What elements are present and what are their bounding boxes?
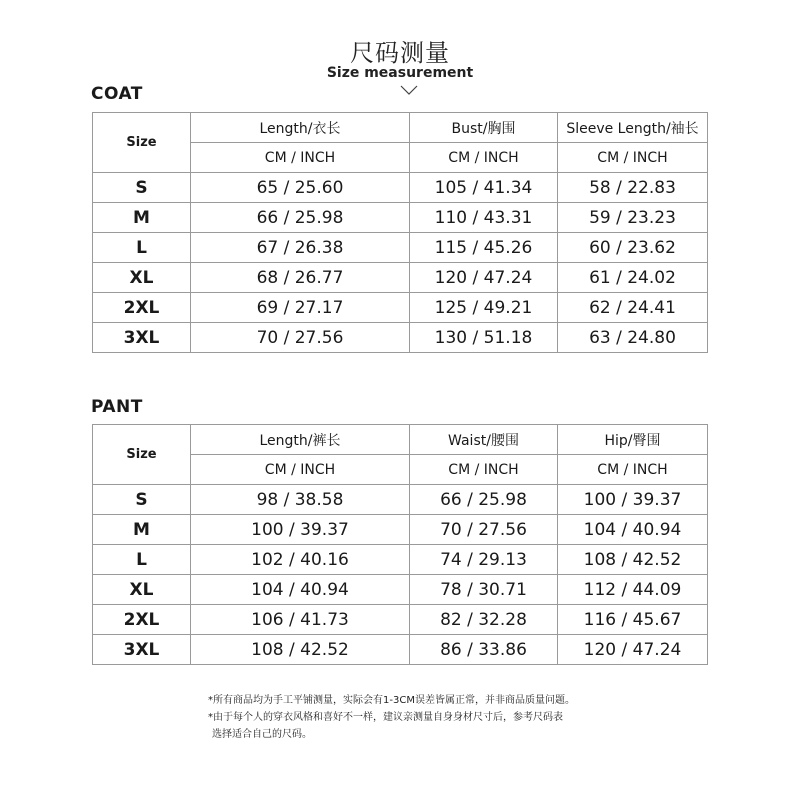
size-column-header: Size — [93, 425, 191, 485]
hip-cell: 116 / 45.67 — [558, 605, 708, 635]
table-row — [93, 263, 708, 293]
unit-label: CM / INCH — [558, 143, 708, 173]
size-cell: 3XL — [93, 635, 191, 665]
table-row — [93, 485, 708, 515]
length-cell: 68 / 26.77 — [191, 263, 410, 293]
size-cell: L — [93, 233, 191, 263]
sleeve-cell: 60 / 23.62 — [558, 233, 708, 263]
column-header-bust: Bust/胸围 — [410, 113, 558, 143]
pant-section-label: PANT — [91, 397, 143, 417]
length-cell: 67 / 26.38 — [191, 233, 410, 263]
table-row — [93, 233, 708, 263]
hip-cell: 108 / 42.52 — [558, 545, 708, 575]
table-row — [93, 293, 708, 323]
waist-cell: 78 / 30.71 — [410, 575, 558, 605]
table-header-row — [93, 425, 708, 455]
table-row — [93, 575, 708, 605]
sleeve-cell: 59 / 23.23 — [558, 203, 708, 233]
pant-size-table — [92, 424, 708, 665]
note-line: 选择适合自己的尺码。 — [212, 729, 312, 740]
column-header-sleeve-length: Sleeve Length/袖长 — [558, 113, 708, 143]
length-cell: 106 / 41.73 — [191, 605, 410, 635]
table-row — [93, 515, 708, 545]
waist-cell: 66 / 25.98 — [410, 485, 558, 515]
length-cell: 108 / 42.52 — [191, 635, 410, 665]
coat-section-label: COAT — [91, 84, 143, 104]
table-row — [93, 203, 708, 233]
unit-label: CM / INCH — [410, 143, 558, 173]
size-cell: S — [93, 173, 191, 203]
length-cell: 100 / 39.37 — [191, 515, 410, 545]
column-header-hip: Hip/臀围 — [558, 425, 708, 455]
hip-cell: 112 / 44.09 — [558, 575, 708, 605]
bust-cell: 110 / 43.31 — [410, 203, 558, 233]
hip-cell: 120 / 47.24 — [558, 635, 708, 665]
note-line: *所有商品均为手工平铺测量，实际会有1-3CM误差皆属正常，并非商品质量问题。 — [208, 695, 575, 706]
waist-cell: 74 / 29.13 — [410, 545, 558, 575]
hip-cell: 100 / 39.37 — [558, 485, 708, 515]
unit-label: CM / INCH — [410, 455, 558, 485]
sleeve-cell: 61 / 24.02 — [558, 263, 708, 293]
size-column-header: Size — [93, 113, 191, 173]
size-cell: S — [93, 485, 191, 515]
size-cell: XL — [93, 263, 191, 293]
table-row — [93, 635, 708, 665]
bust-cell: 105 / 41.34 — [410, 173, 558, 203]
waist-cell: 86 / 33.86 — [410, 635, 558, 665]
length-cell: 102 / 40.16 — [191, 545, 410, 575]
waist-cell: 82 / 32.28 — [410, 605, 558, 635]
sleeve-cell: 62 / 24.41 — [558, 293, 708, 323]
length-cell: 98 / 38.58 — [191, 485, 410, 515]
measurement-notes — [208, 692, 575, 743]
size-cell: XL — [93, 575, 191, 605]
length-cell: 69 / 27.17 — [191, 293, 410, 323]
size-cell: L — [93, 545, 191, 575]
page-title-en: Size measurement — [326, 65, 474, 81]
length-cell: 70 / 27.56 — [191, 323, 410, 353]
bust-cell: 120 / 47.24 — [410, 263, 558, 293]
sleeve-cell: 63 / 24.80 — [558, 323, 708, 353]
column-header-waist: Waist/腰围 — [410, 425, 558, 455]
table-row — [93, 605, 708, 635]
bust-cell: 115 / 45.26 — [410, 233, 558, 263]
table-row — [93, 545, 708, 575]
chevron-down-icon — [400, 84, 418, 96]
size-cell: M — [93, 515, 191, 545]
table-header-row — [93, 113, 708, 143]
coat-size-table — [92, 112, 708, 353]
unit-label: CM / INCH — [558, 455, 708, 485]
page-title-cn: 尺码测量 — [350, 39, 450, 67]
size-cell: 3XL — [93, 323, 191, 353]
unit-label: CM / INCH — [191, 143, 410, 173]
waist-cell: 70 / 27.56 — [410, 515, 558, 545]
sleeve-cell: 58 / 22.83 — [558, 173, 708, 203]
length-cell: 104 / 40.94 — [191, 575, 410, 605]
unit-label: CM / INCH — [191, 455, 410, 485]
note-line: *由于每个人的穿衣风格和喜好不一样，建议亲测量自身身材尺寸后，参考尺码表 — [208, 712, 563, 723]
hip-cell: 104 / 40.94 — [558, 515, 708, 545]
column-header-length: Length/衣长 — [191, 113, 410, 143]
length-cell: 66 / 25.98 — [191, 203, 410, 233]
bust-cell: 125 / 49.21 — [410, 293, 558, 323]
length-cell: 65 / 25.60 — [191, 173, 410, 203]
column-header-length: Length/裤长 — [191, 425, 410, 455]
bust-cell: 130 / 51.18 — [410, 323, 558, 353]
table-row — [93, 323, 708, 353]
table-row — [93, 173, 708, 203]
size-cell: 2XL — [93, 605, 191, 635]
size-cell: M — [93, 203, 191, 233]
size-cell: 2XL — [93, 293, 191, 323]
